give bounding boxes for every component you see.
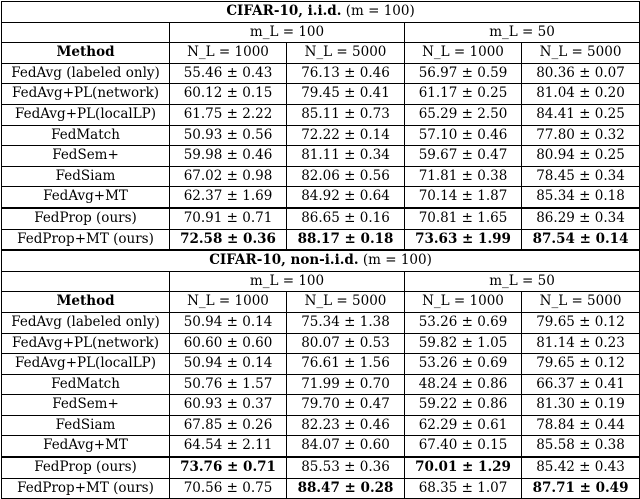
result-cell: 79.65 ± 0.12 — [522, 354, 640, 375]
method-name: FedSem+ — [2, 146, 170, 167]
table-row — [2, 415, 640, 436]
result-cell: 79.65 ± 0.12 — [522, 312, 640, 333]
sub-header: N_L = 1000 — [170, 292, 287, 313]
results-table — [1, 1, 640, 499]
method-name: FedSiam — [2, 166, 170, 187]
method-name: FedAvg+PL(network) — [2, 333, 170, 354]
result-cell: 59.22 ± 0.86 — [405, 395, 522, 416]
table-row — [2, 312, 640, 333]
result-cell: 70.01 ± 1.29 — [405, 457, 522, 478]
result-cell: 75.34 ± 1.38 — [287, 312, 405, 333]
result-cell: 81.30 ± 0.19 — [522, 395, 640, 416]
table-row — [2, 125, 640, 146]
table-row — [2, 354, 640, 375]
result-cell: 84.41 ± 0.25 — [522, 104, 640, 125]
result-cell: 61.17 ± 0.25 — [405, 84, 522, 105]
result-cell: 79.70 ± 0.47 — [287, 395, 405, 416]
result-cell: 80.94 ± 0.25 — [522, 146, 640, 167]
result-cell: 81.14 ± 0.23 — [522, 333, 640, 354]
empty-corner — [2, 22, 170, 43]
group-header: m_L = 50 — [405, 271, 640, 292]
result-cell: 50.94 ± 0.14 — [170, 312, 287, 333]
group-header-row — [2, 22, 640, 43]
table-row — [2, 63, 640, 84]
table-row — [2, 84, 640, 105]
result-cell: 55.46 ± 0.43 — [170, 63, 287, 84]
method-name: FedAvg (labeled only) — [2, 312, 170, 333]
group-header: m_L = 50 — [405, 22, 640, 43]
result-cell: 85.58 ± 0.38 — [522, 436, 640, 457]
result-cell: 67.85 ± 0.26 — [170, 415, 287, 436]
result-cell: 72.22 ± 0.14 — [287, 125, 405, 146]
result-cell: 87.71 ± 0.49 — [522, 478, 640, 499]
result-cell: 59.67 ± 0.47 — [405, 146, 522, 167]
result-cell: 53.26 ± 0.69 — [405, 312, 522, 333]
sub-header: N_L = 5000 — [287, 292, 405, 313]
group-header: m_L = 100 — [170, 22, 405, 43]
table-row — [2, 146, 640, 167]
sub-header-row — [2, 43, 640, 64]
method-name: FedProp (ours) — [2, 457, 170, 478]
method-name: FedAvg+MT — [2, 187, 170, 208]
result-cell: 81.11 ± 0.34 — [287, 146, 405, 167]
result-cell: 72.58 ± 0.36 — [170, 229, 287, 250]
result-cell: 66.37 ± 0.41 — [522, 374, 640, 395]
method-name: FedMatch — [2, 125, 170, 146]
results-tables — [1, 1, 639, 499]
method-name: FedSem+ — [2, 395, 170, 416]
result-cell: 76.13 ± 0.46 — [287, 63, 405, 84]
method-name: FedAvg+PL(network) — [2, 84, 170, 105]
result-cell: 65.29 ± 2.50 — [405, 104, 522, 125]
result-cell: 85.53 ± 0.36 — [287, 457, 405, 478]
result-cell: 62.37 ± 1.69 — [170, 187, 287, 208]
result-cell: 61.75 ± 2.22 — [170, 104, 287, 125]
result-cell: 70.14 ± 1.87 — [405, 187, 522, 208]
result-cell: 70.81 ± 1.65 — [405, 208, 522, 229]
result-cell: 67.02 ± 0.98 — [170, 166, 287, 187]
sub-header-row — [2, 292, 640, 313]
result-cell: 60.93 ± 0.37 — [170, 395, 287, 416]
result-cell: 88.47 ± 0.28 — [287, 478, 405, 499]
result-cell: 85.11 ± 0.73 — [287, 104, 405, 125]
method-name: FedSiam — [2, 415, 170, 436]
table-title — [2, 250, 640, 271]
table-row — [2, 208, 640, 229]
result-cell: 60.12 ± 0.15 — [170, 84, 287, 105]
sub-header: N_L = 1000 — [170, 43, 287, 64]
result-cell: 56.97 ± 0.59 — [405, 63, 522, 84]
table-title — [2, 2, 640, 23]
table-row — [2, 457, 640, 478]
result-cell: 64.54 ± 2.11 — [170, 436, 287, 457]
result-cell: 71.99 ± 0.70 — [287, 374, 405, 395]
result-cell: 80.07 ± 0.53 — [287, 333, 405, 354]
sub-header: N_L = 5000 — [287, 43, 405, 64]
table-row — [2, 166, 640, 187]
table-row — [2, 374, 640, 395]
method-name: FedProp+MT (ours) — [2, 478, 170, 499]
method-name: FedAvg (labeled only) — [2, 63, 170, 84]
table-title-row — [2, 2, 640, 23]
result-cell: 85.42 ± 0.43 — [522, 457, 640, 478]
result-cell: 82.23 ± 0.46 — [287, 415, 405, 436]
result-cell: 81.04 ± 0.20 — [522, 84, 640, 105]
result-cell: 76.61 ± 1.56 — [287, 354, 405, 375]
group-header: m_L = 100 — [170, 271, 405, 292]
table-title-params: (m = 100) — [358, 252, 432, 269]
table-row — [2, 436, 640, 457]
result-cell: 60.60 ± 0.60 — [170, 333, 287, 354]
result-cell: 73.63 ± 1.99 — [405, 229, 522, 250]
result-cell: 68.35 ± 1.07 — [405, 478, 522, 499]
result-cell: 50.93 ± 0.56 — [170, 125, 287, 146]
result-cell: 87.54 ± 0.14 — [522, 229, 640, 250]
result-cell: 78.84 ± 0.44 — [522, 415, 640, 436]
result-cell: 71.81 ± 0.38 — [405, 166, 522, 187]
sub-header: N_L = 1000 — [405, 292, 522, 313]
sub-header: N_L = 5000 — [522, 292, 640, 313]
empty-corner — [2, 271, 170, 292]
result-cell: 53.26 ± 0.69 — [405, 354, 522, 375]
result-cell: 70.56 ± 0.75 — [170, 478, 287, 499]
table-row — [2, 333, 640, 354]
table-row — [2, 395, 640, 416]
table-title-main: CIFAR-10, non-i.i.d. — [209, 252, 359, 269]
table-title-params: (m = 100) — [341, 3, 415, 19]
result-cell: 77.80 ± 0.32 — [522, 125, 640, 146]
result-cell: 86.65 ± 0.16 — [287, 208, 405, 229]
result-cell: 62.29 ± 0.61 — [405, 415, 522, 436]
result-cell: 82.06 ± 0.56 — [287, 166, 405, 187]
method-name: FedProp (ours) — [2, 208, 170, 229]
sub-header: N_L = 1000 — [405, 43, 522, 64]
result-cell: 70.91 ± 0.71 — [170, 208, 287, 229]
method-name: FedAvg+PL(localLP) — [2, 354, 170, 375]
result-cell: 88.17 ± 0.18 — [287, 229, 405, 250]
result-cell: 84.07 ± 0.60 — [287, 436, 405, 457]
table-title-main: CIFAR-10, i.i.d. — [226, 3, 342, 19]
table-row — [2, 229, 640, 250]
result-cell: 86.29 ± 0.34 — [522, 208, 640, 229]
result-cell: 79.45 ± 0.41 — [287, 84, 405, 105]
method-name: FedProp+MT (ours) — [2, 229, 170, 250]
method-name: FedAvg+PL(localLP) — [2, 104, 170, 125]
table-row — [2, 187, 640, 208]
result-cell: 59.98 ± 0.46 — [170, 146, 287, 167]
method-name: FedMatch — [2, 374, 170, 395]
result-cell: 48.24 ± 0.86 — [405, 374, 522, 395]
result-cell: 57.10 ± 0.46 — [405, 125, 522, 146]
result-cell: 50.76 ± 1.57 — [170, 374, 287, 395]
result-cell: 67.40 ± 0.15 — [405, 436, 522, 457]
group-header-row — [2, 271, 640, 292]
method-name: FedAvg+MT — [2, 436, 170, 457]
result-cell: 59.82 ± 1.05 — [405, 333, 522, 354]
result-cell: 50.94 ± 0.14 — [170, 354, 287, 375]
table-title-row — [2, 250, 640, 271]
table-row — [2, 478, 640, 499]
sub-header: N_L = 5000 — [522, 43, 640, 64]
result-cell: 73.76 ± 0.71 — [170, 457, 287, 478]
method-column-header: Method — [2, 43, 170, 64]
result-cell: 85.34 ± 0.18 — [522, 187, 640, 208]
method-column-header: Method — [2, 292, 170, 313]
result-cell: 78.45 ± 0.34 — [522, 166, 640, 187]
result-cell: 80.36 ± 0.07 — [522, 63, 640, 84]
result-cell: 84.92 ± 0.64 — [287, 187, 405, 208]
table-row — [2, 104, 640, 125]
